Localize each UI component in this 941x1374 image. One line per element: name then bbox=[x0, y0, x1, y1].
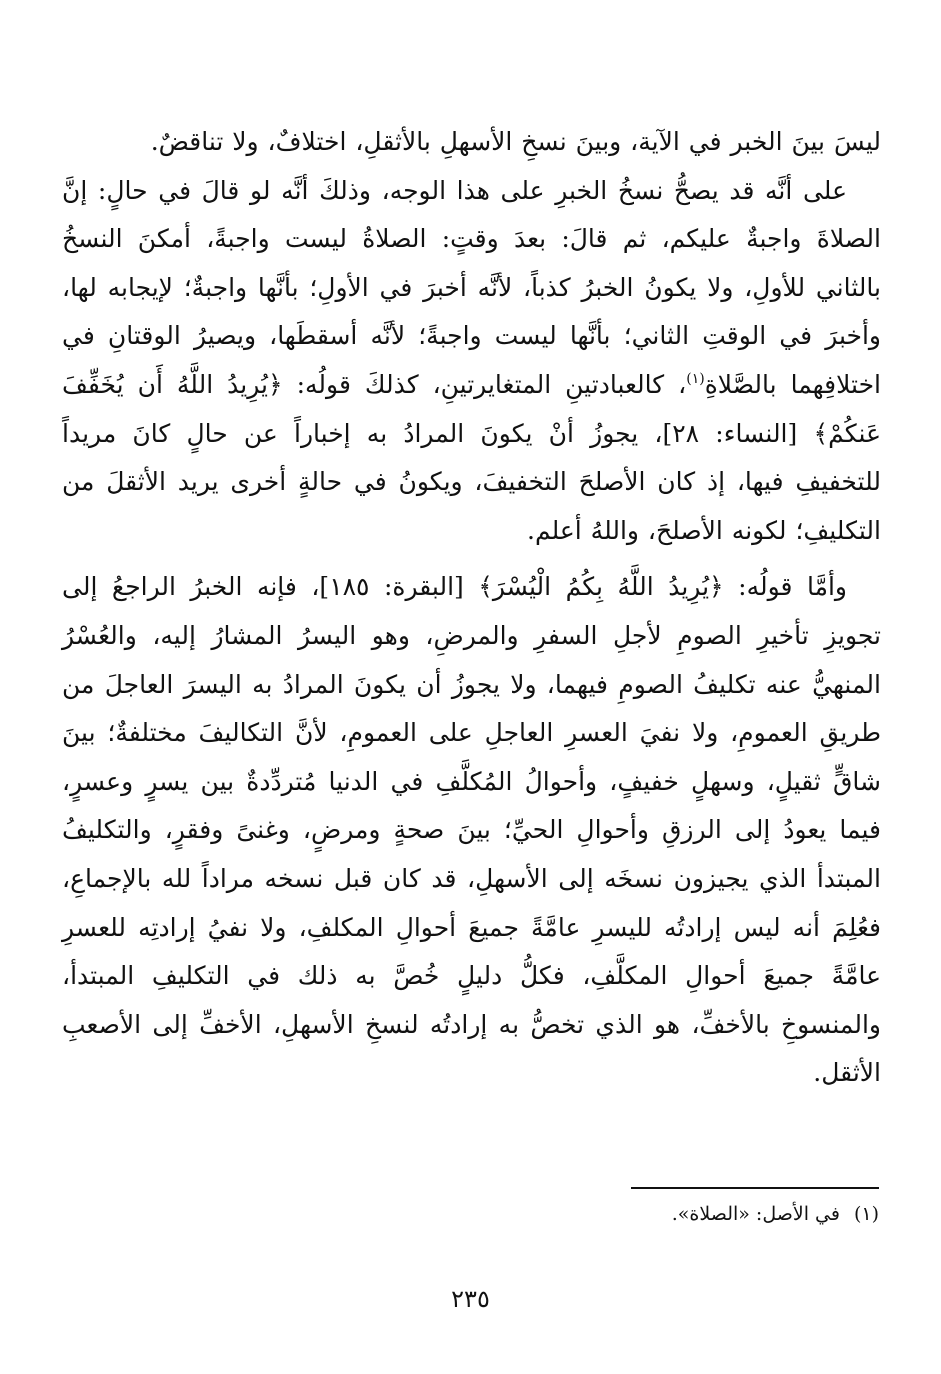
page-number: ٢٣٥ bbox=[451, 1285, 490, 1313]
footnote-text: في الأصل: «الصلاة». bbox=[671, 1203, 840, 1225]
paragraph-2 bbox=[62, 167, 881, 556]
paragraph-1: ليسَ بينَ الخبر في الآية، وبينَ نسخِ الأسهلِ بالأثقلِ، اختلافٌ، ولا تناقضٌ. bbox=[150, 127, 881, 156]
footnote bbox=[672, 1199, 879, 1229]
footnote-number: (١) bbox=[853, 1203, 879, 1225]
paragraph-3: وأمَّا قولُه: ﴿يُرِيدُ اللَّهُ بِكُمُ الْيُسْرَ﴾ [البقرة: ١٨٥]، فإنه الخبرُ الراجعُ إلى تجويزِ تأخيرِ الصومِ لأجلِ السفرِ والمرضِ، وهو اليسرُ المشارُ إليه، والعُسْرُ المنهيُّ عنه تكليفُ الصومِ فيهما، ولا يجوزُ أن يكونَ المرادُ به اليسرَ العاجلَ من طريقِ العمومِ، ولا نفيَ العسرِ العاجلِ على العمومِ، لأنَّ التكاليفَ مختلفةٌ؛ بينَ شاقٍّ ثقيلٍ، وسهلٍ خفيفٍ، وأحوالُ المُكلَّفِ في الدنيا مُتردِّدةٌ بين يسرٍ وعسرٍ، فيما يعودُ إلى الرزقِ وأحوالِ الحيِّ؛ بينَ صحةٍ ومرضٍ، وغنىً وفقرٍ، والتكليفُ المبتدأ الذي يجيزون نسخَه إلى الأسهلِ، قد كان قبل نسخه مراداً لله بالإجماعِ، فعُلِمَ أنه ليس إرادتُه لليسرِ عامَّةً جميعَ أحوالِ المكلفِ، ولا نفيُ إرادتِه للعسرِ عامَّةً جميعَ أحوالِ المكلَّفِ، فكلُّ دليلٍ خُصَّ به ذلك في التكليفِ المبتدأ، والمنسوخِ بالأخفِّ، هو الذي تخصُّ به إرادتُه لنسخِ الأسهلِ، الأخفِّ إلى الأصعبِ الأثقل. bbox=[62, 572, 881, 1088]
footnote-divider bbox=[631, 1187, 879, 1189]
footnote-reference[interactable]: (١) bbox=[686, 370, 705, 387]
main-text bbox=[62, 118, 881, 1098]
paragraph-2-part-1: على أنَّه قد يصحُّ نسخُ الخبرِ على هذا الوجه، وذلكَ أنَّه لو قالَ في حالٍ: إنَّ الصلاةَ واجبةٌ عليكم، ثم قالَ: بعدَ وقتٍ: الصلاةُ ليست واجبةً، أمكنَ النسخُ بالثاني للأولِ، ولا يكونُ الخبرُ كذباً، لأنَّه أخبرَ في الأولِ؛ بأنَّها واجبةٌ؛ لإيجابه لها، وأخبرَ في الوقتِ الثاني؛ بأنَّها ليست واجبةً؛ لأنَّه أسقطَها، ويصيرُ الوقتانِ في اختلافِهما بالصَّلاةِ bbox=[62, 175, 881, 399]
paragraph-2-part-2: ، كالعبادتينِ المتغايرتينِ، كذلكَ قولُه: ﴿يُرِيدُ اللَّهُ أَن يُخَفِّفَ عَنكُمْ﴾ [النساء: ٢٨]، يجوزُ أنْ يكونَ المرادُ به إخباراً عن حالٍ كانَ مريداً للتخفيفِ فيها، إذ كان الأصلحَ التخفيفَ، ويكونُ في حالةٍ أخرى يريد الأثقلَ من التكليفِ؛ لكونه الأصلحَ، واللهُ أعلم. bbox=[62, 369, 881, 545]
